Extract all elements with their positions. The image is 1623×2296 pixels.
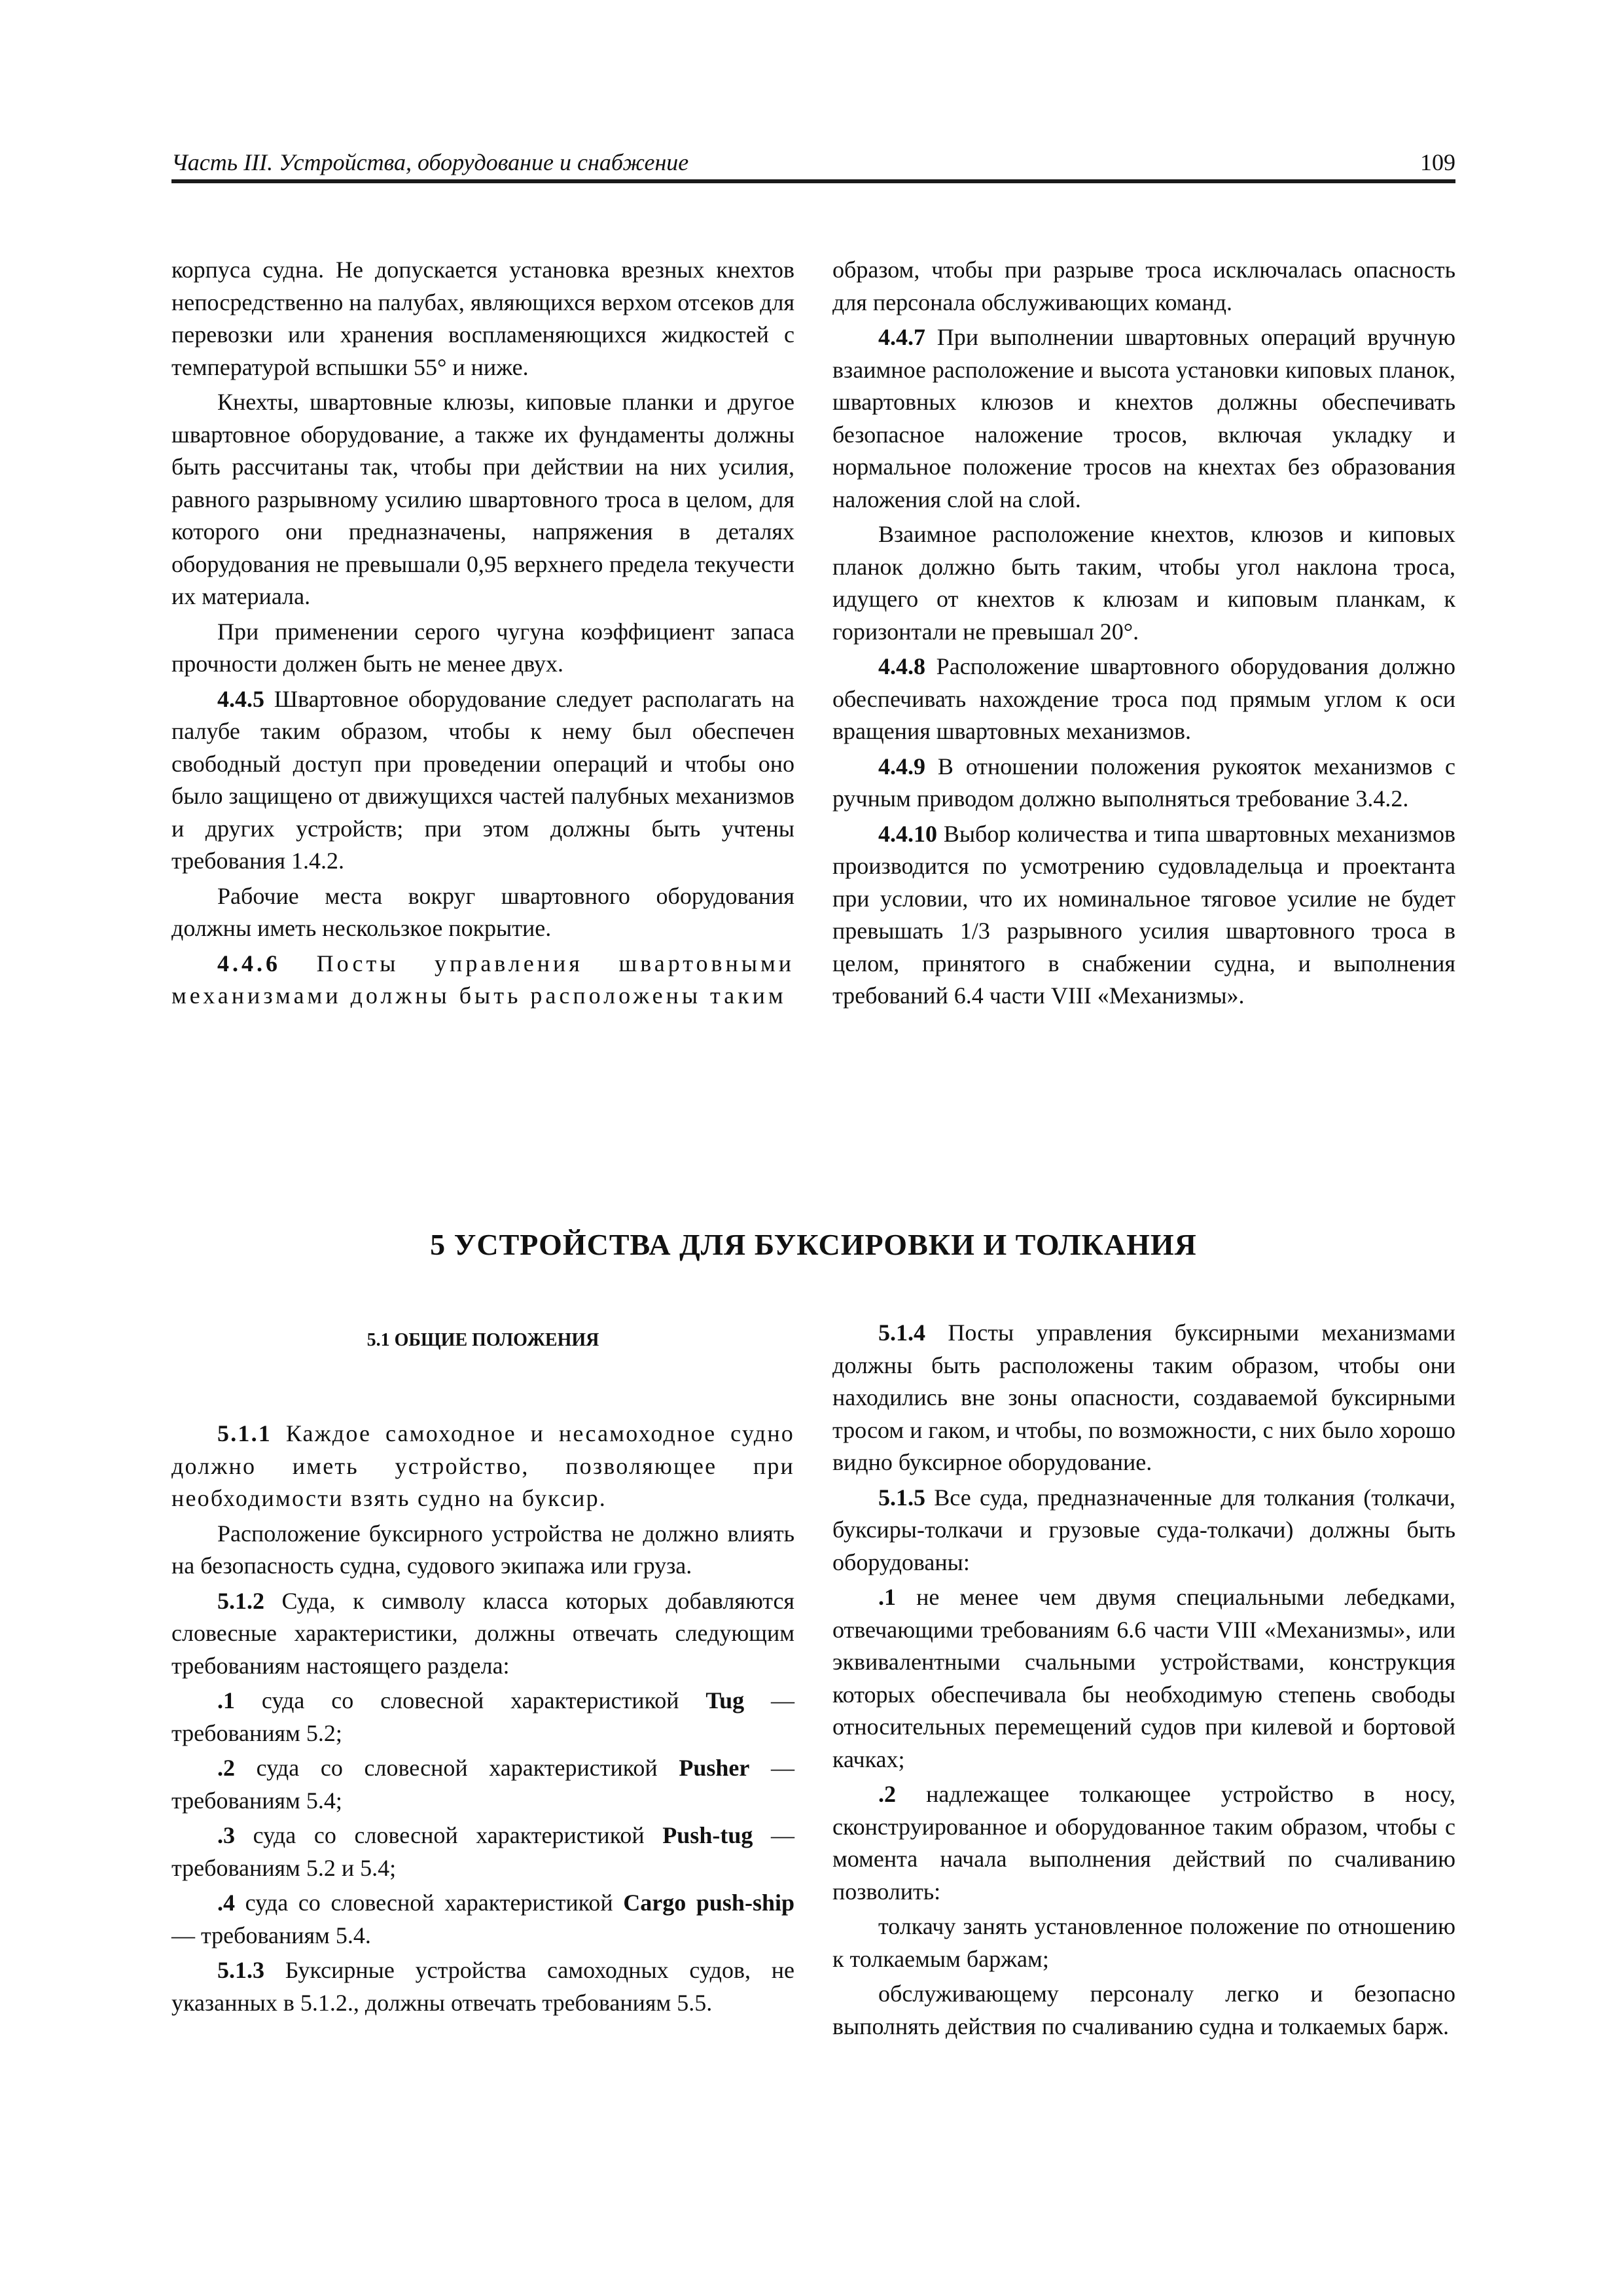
paragraph: образом, чтобы при разрыве троса исключалась опасность для персонала обслуживающих команд. (832, 257, 1455, 315)
clause-4-4-8: 4.4.8 Расположение швартовного оборудования должно обеспечивать нахождение троса под прямым углом к оси вращения швартовных механизмов. (832, 653, 1455, 744)
clause-5-1-5: 5.1.5 Все суда, предназначенные для толкания (толкачи, буксиры-толкачи и грузовые суда-толкачи) должны быть оборудованы: (832, 1484, 1455, 1575)
paragraph: Кнехты, швартовные клюзы, киповые планки и другое швартовное оборудование, а также их фундаменты должны быть рассчитаны так, чтобы при действии на них усилия, равного разрывному усилию швартовного троса в целом, для которого они предназначены, напряжения в деталях оборудования не превышали 0,95 верхнего предела текучести их материала. (171, 389, 794, 609)
list-item-3: .3 суда со словесной характеристикой Push-tug — требованиям 5.2 и 5.4; (171, 1822, 794, 1881)
paragraph: толкачу занять установленное положение по отношению к толкаемым баржам; (832, 1913, 1455, 1972)
paragraph: Взаимное расположение кнехтов, клюзов и киповых планок должно быть таким, чтобы угол наклона троса, идущего от кнехтов к клюзам и киповым планкам, к горизонтали не превышал 20°. (832, 521, 1455, 645)
top-right-column (832, 254, 1455, 1015)
paragraph: обслуживающему персоналу легко и безопасно выполнять действия по счаливанию судна и толкаемых барж. (832, 1981, 1455, 2039)
class-notation: Push-tug (662, 1822, 753, 1848)
paragraph: Расположение буксирного устройства не должно влиять на безопасность судна, судового экипажа или груза. (171, 1520, 794, 1579)
clause-number: 5.1.2 (217, 1587, 264, 1614)
clause-number: 4.4.7 (878, 324, 925, 350)
item-number: .2 (217, 1755, 235, 1781)
item-number: .3 (217, 1822, 235, 1848)
paragraph: корпуса судна. Не допускается установка врезных кнехтов непосредственно на палубах, являющихся верхом отсеков для перевозки или хранения воспламеняющихся жидкостей с температурой вспышки 55° и ниже. (171, 257, 794, 380)
clause-number: 4.4.6 (217, 950, 281, 977)
clause-number: 5.1.4 (878, 1319, 925, 1346)
item-number: .4 (217, 1890, 235, 1916)
bottom-left-column (171, 1418, 794, 2022)
clause-4-4-10: 4.4.10 Выбор количества и типа швартовных механизмов производится по усмотрению судовладельца и проектанта при условии, что их номинальное тяговое усилие не будет превышать 1/3 разрывного усилия швартовного троса в целом, принятого в снабжении судна, и выполнения требований 6.4 части VIII «Механизмы». (832, 820, 1455, 1009)
item-number: .2 (878, 1781, 896, 1807)
clause-4-4-6: 4.4.6 Посты управления швартовными механизмами должны быть расположены таким (171, 950, 794, 1009)
clause-4-4-9: 4.4.9 В отношении положения рукояток механизмов с ручным приводом должно выполняться требование 3.4.2. (832, 753, 1455, 812)
list-item-1: .1 суда со словесной характеристикой Tug — требованиям 5.2; (171, 1687, 794, 1746)
class-notation: Cargo push-ship (623, 1890, 794, 1916)
clause-number: 4.4.9 (878, 753, 925, 780)
list-item-2: .2 суда со словесной характеристикой Pusher — требованиям 5.4; (171, 1755, 794, 1814)
clause-number: 5.1.3 (217, 1957, 264, 1983)
clause-5-1-1: 5.1.1 Каждое самоходное и несамоходное судно должно иметь устройство, позволяющее при необходимости взять судно на буксир. (171, 1420, 794, 1511)
item-number: .1 (217, 1687, 235, 1713)
paragraph: Рабочие места вокруг швартовного оборудования должны иметь нескользкое покрытие. (171, 882, 794, 941)
section-title: 5.1 ОБЩИЕ ПОЛОЖЕНИЯ (366, 1330, 599, 1350)
clause-number: 4.4.8 (878, 653, 925, 679)
class-notation: Tug (705, 1687, 745, 1713)
page-number: 109 (1420, 149, 1455, 175)
clause-number: 4.4.10 (878, 820, 937, 847)
clause-5-1-2: 5.1.2 Суда, к символу класса которых добавляются словесные характеристики, должны отвечать следующим требованиям настоящего раздела: (171, 1587, 794, 1679)
item-number: .1 (878, 1584, 896, 1610)
clause-4-4-5: 4.4.5 Швартовное оборудование следует располагать на палубе таким образом, чтобы к нему был обеспечен свободный доступ при проведении операций и чтобы оно было защищено от движущихся частей палубных механизмов и других устройств; при этом должны быть учтены требования 1.4.2. (171, 685, 794, 874)
page-header (171, 140, 1455, 183)
clause-number: 5.1.1 (217, 1420, 272, 1446)
list-item-4: .4 суда со словесной характеристикой Cargo push-ship — требованиям 5.4. (171, 1890, 794, 1948)
clause-number: 5.1.5 (878, 1484, 925, 1511)
top-left-column (171, 254, 794, 1015)
running-title: Часть III. Устройства, оборудование и снабжение (171, 149, 689, 175)
clause-number: 4.4.5 (217, 685, 264, 712)
chapter-title: 5 УСТРОЙСТВА ДЛЯ БУКСИРОВКИ И ТОЛКАНИЯ (430, 1228, 1197, 1261)
class-notation: Pusher (679, 1755, 750, 1781)
bottom-right-column (832, 1317, 1455, 2045)
clause-4-4-7: 4.4.7 При выполнении швартовных операций вручную взаимное расположение и высота установки киповых планок, швартовных клюзов и кнехтов должны обеспечивать безопасное наложение тросов, включая укладку и нормальное положение тросов на кнехтах без образования наложения слой на слой. (832, 324, 1455, 512)
clause-5-1-4: 5.1.4 Посты управления буксирными механизмами должны быть расположены таким образом, чтобы они находились вне зоны опасности, создаваемой буксирными тросом и гаком, и чтобы, по возможности, с них было хорошо видно буксирное оборудование. (832, 1319, 1455, 1475)
list-item-2: .2 надлежащее толкающее устройство в носу, сконструированное и оборудованное таким образом, чтобы с момента начала выполнения действий по счаливанию позволить: (832, 1781, 1455, 1905)
clause-5-1-3: 5.1.3 Буксирные устройства самоходных судов, не указанных в 5.1.2., должны отвечать требованиям 5.5. (171, 1957, 794, 2016)
list-item-1: .1 не менее чем двумя специальными лебедками, отвечающими требованиям 6.6 части VIII «Механизмы», или эквивалентными счальными устройствами, конструкция которых обеспечивала бы необходимую степень свободы относительных перемещений судов при килевой и бортовой качках; (832, 1584, 1455, 1772)
paragraph: При применении серого чугуна коэффициент запаса прочности должен быть не менее двух. (171, 618, 794, 677)
